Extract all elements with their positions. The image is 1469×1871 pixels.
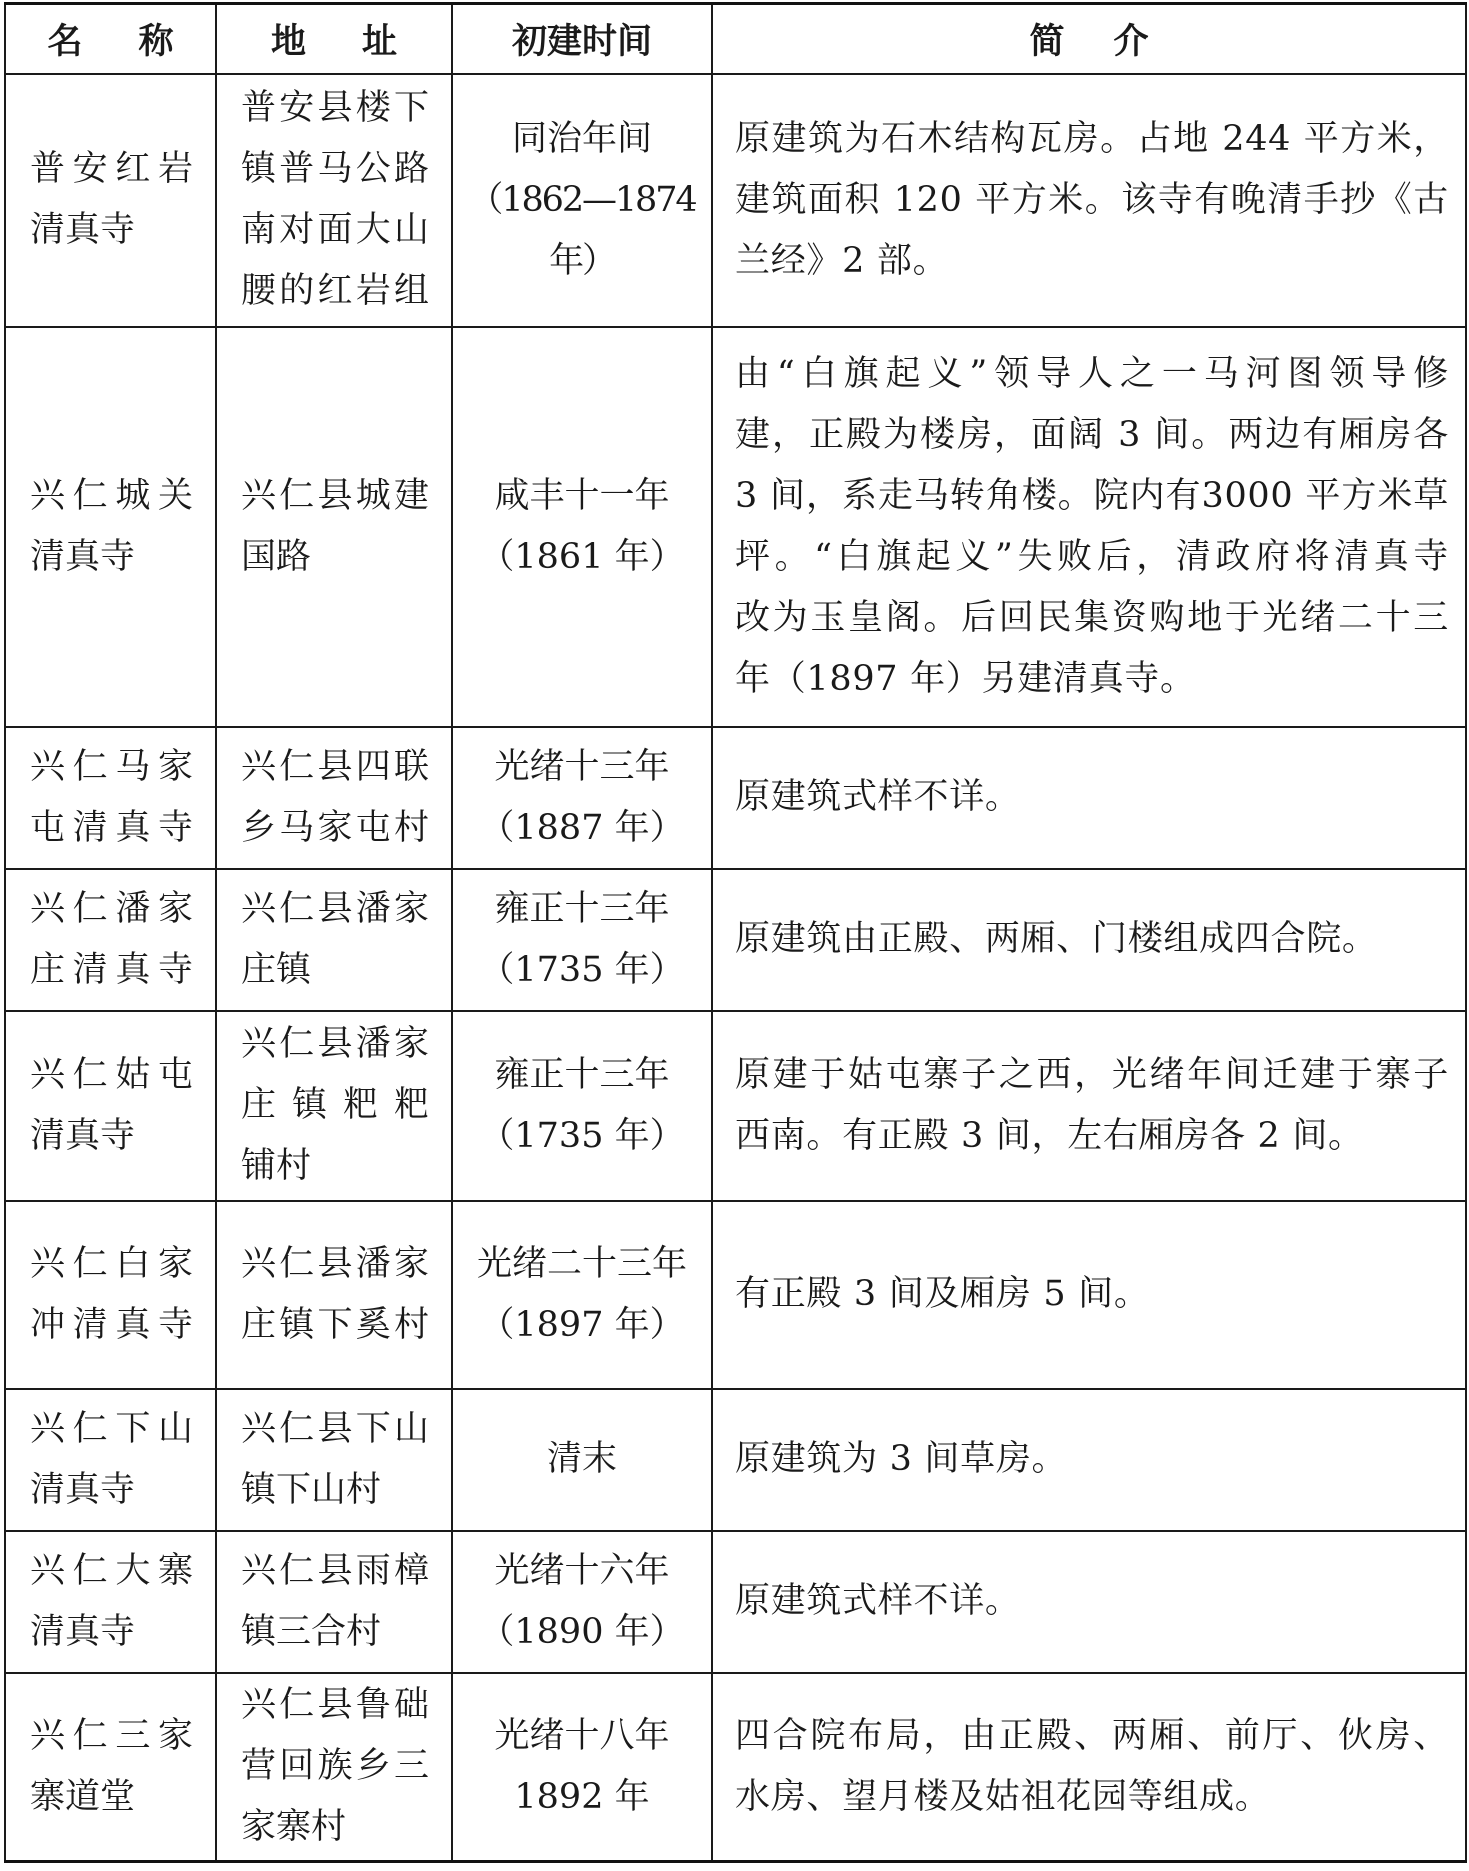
cell-built: 同治年间 （1862—1874 年） [452,74,712,327]
cell-address: 兴仁县潘家 庄镇粑粑 铺村 [216,1011,452,1201]
cell-address: 兴仁县下山 镇下山村 [216,1389,452,1531]
cell-name: 兴仁三家 寨道堂 [5,1673,216,1862]
cell-name: 兴仁姑屯 清真寺 [5,1011,216,1201]
cell-built: 光绪十八年 1892 年 [452,1673,712,1862]
cell-summary: 有正殿 3 间及厢房 5 间。 [712,1201,1466,1389]
cell-name: 兴仁马家 屯清真寺 [5,727,216,869]
cell-summary: 原建筑由正殿、两厢、门楼组成四合院。 [712,869,1466,1011]
table-row [5,327,1466,727]
mosque-table [4,2,1467,1863]
cell-name: 兴仁潘家 庄清真寺 [5,869,216,1011]
cell-summary: 原建筑式样不详。 [712,1531,1466,1673]
cell-built: 光绪十三年 （1887 年） [452,727,712,869]
table-row [5,1201,1466,1389]
cell-built: 光绪二十三年 （1897 年） [452,1201,712,1389]
cell-address: 兴仁县鲁础 营回族乡三 家寨村 [216,1673,452,1862]
cell-address: 兴仁县潘家 庄镇 [216,869,452,1011]
table-wrapper [4,2,1465,1863]
cell-name: 兴仁城关 清真寺 [5,327,216,727]
table-row [5,1011,1466,1201]
cell-name: 兴仁下山 清真寺 [5,1389,216,1531]
cell-summary: 原建于姑屯寨子之西，光绪年间迁建于寨子 西南。有正殿 3 间，左右厢房各 2 间。 [712,1011,1466,1201]
cell-built: 咸丰十一年 （1861 年） [452,327,712,727]
cell-name: 普安红岩 清真寺 [5,74,216,327]
header-name: 名称 [5,4,216,74]
cell-address: 兴仁县雨樟 镇三合村 [216,1531,452,1673]
cell-built: 雍正十三年 （1735 年） [452,869,712,1011]
table-row [5,1673,1466,1862]
cell-address: 普安县楼下 镇普马公路 南对面大山 腰的红岩组 [216,74,452,327]
cell-summary: 原建筑为石木结构瓦房。占地 244 平方米， 建筑面积 120 平方米。该寺有晚清手抄《古 兰经》2 部。 [712,74,1466,327]
cell-summary: 原建筑为 3 间草房。 [712,1389,1466,1531]
table-row [5,1389,1466,1531]
header-built: 初建时间 [452,4,712,74]
cell-address: 兴仁县四联 乡马家屯村 [216,727,452,869]
table-row [5,1531,1466,1673]
cell-address: 兴仁县城建 国路 [216,327,452,727]
cell-summary: 原建筑式样不详。 [712,727,1466,869]
cell-address: 兴仁县潘家 庄镇下奚村 [216,1201,452,1389]
cell-built: 雍正十三年 （1735 年） [452,1011,712,1201]
cell-built: 清末 [452,1389,712,1531]
table-row [5,727,1466,869]
header-address: 地址 [216,4,452,74]
header-row [5,4,1466,74]
cell-name: 兴仁大寨 清真寺 [5,1531,216,1673]
cell-summary: 由“白旗起义”领导人之一马河图领导修 建，正殿为楼房，面阔 3 间。两边有厢房各 3 间，系走马转角楼。院内有3000 平方米草 坪。“白旗起义”失败后，清政府将清真寺 改为玉皇阁。后回民集资购地于光绪二十三 年（1897 年）另建清真寺。 [712,327,1466,727]
cell-summary: 四合院布局，由正殿、两厢、前厅、伙房、 水房、望月楼及姑祖花园等组成。 [712,1673,1466,1862]
table-row [5,74,1466,327]
table-row [5,869,1466,1011]
cell-name: 兴仁白家 冲清真寺 [5,1201,216,1389]
cell-built: 光绪十六年 （1890 年） [452,1531,712,1673]
header-summary: 简介 [712,4,1466,74]
